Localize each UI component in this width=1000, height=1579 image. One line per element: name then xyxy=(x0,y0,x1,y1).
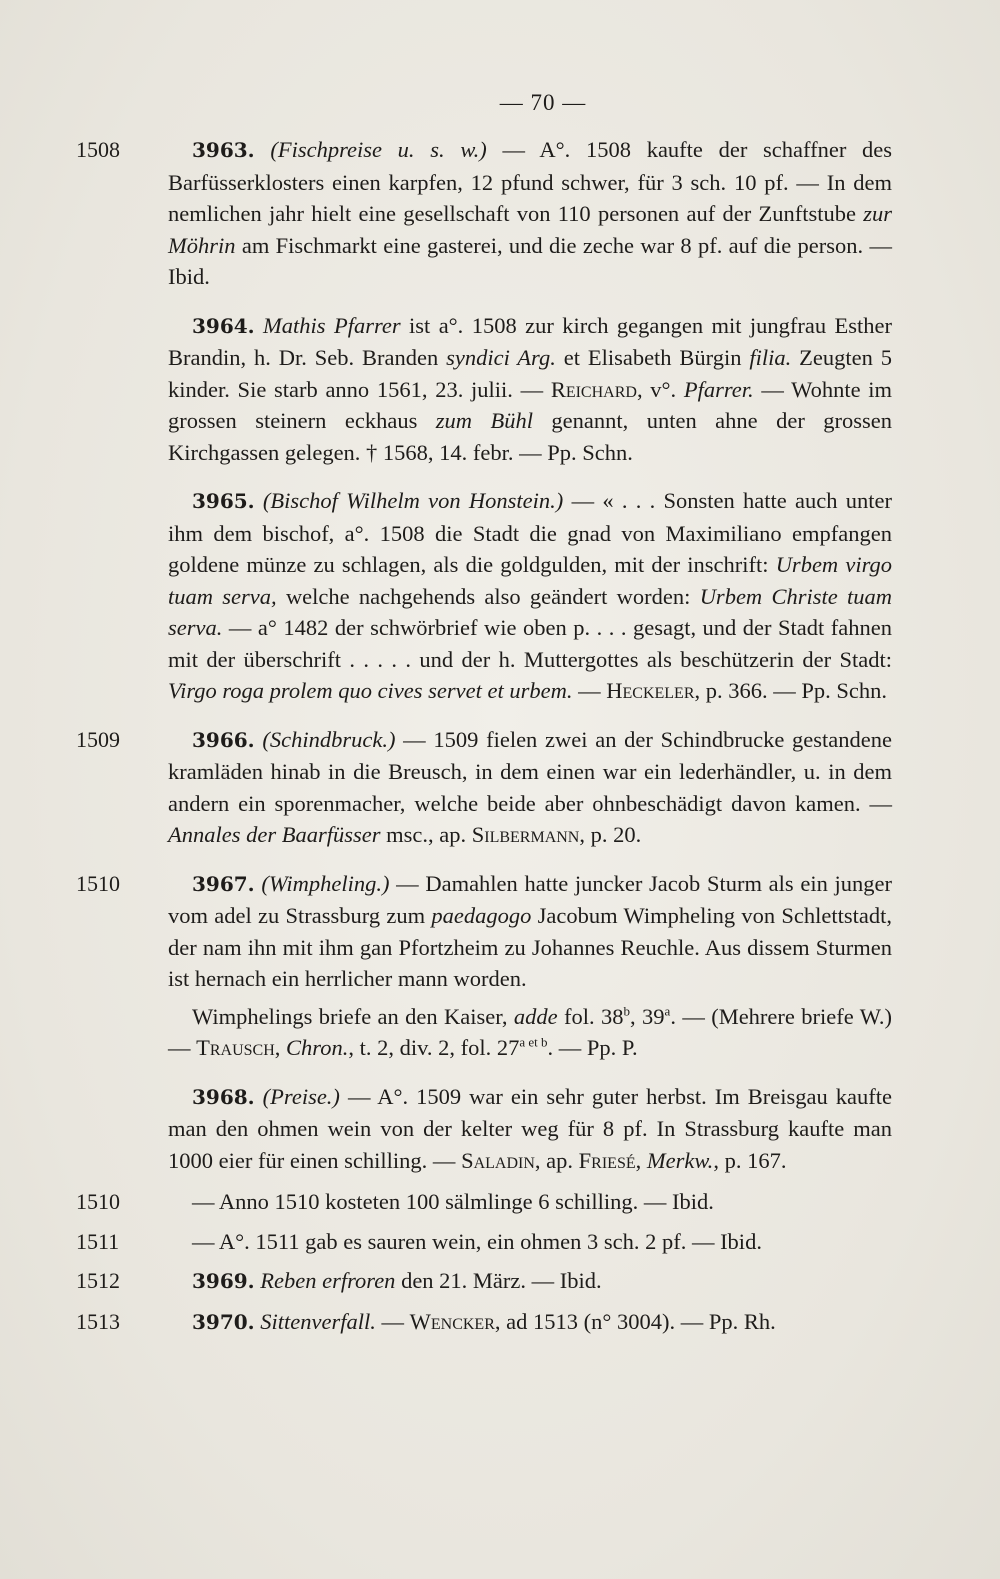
entry-number: 3967. xyxy=(192,871,255,896)
entry-number: 3965. xyxy=(192,489,255,513)
margin-year: 1510 xyxy=(76,870,120,896)
margin-year: 1511 xyxy=(76,1228,120,1254)
entry-3964 xyxy=(168,310,892,469)
entry-number: 3966. xyxy=(192,727,255,752)
entry-3968 xyxy=(168,1081,892,1177)
entry-3966 xyxy=(76,724,893,851)
entry-italic: Chron. xyxy=(286,1035,349,1060)
entry-text: , v°. xyxy=(636,376,684,402)
entry-3969 xyxy=(76,1265,892,1298)
entry-text: , xyxy=(274,1035,287,1060)
entry-text: welche nachgehends also geändert worden: xyxy=(276,583,700,609)
entry-italic: paedagogo xyxy=(431,903,532,928)
entry-text: , p. 20. xyxy=(579,822,642,847)
entry-paragraph xyxy=(168,1265,892,1298)
entry-3970 xyxy=(76,1306,892,1339)
author-name: Saladin xyxy=(461,1147,535,1173)
entry-text: am Fischmarkt eine gasterei, und die zeche war 8 pf. auf die person. — Ibid. xyxy=(168,232,892,289)
entry-italic: Sittenverfall. xyxy=(260,1308,376,1334)
folio-superscript: b xyxy=(623,1003,631,1018)
entry-text: , p. 167. xyxy=(713,1147,787,1173)
margin-year: 1508 xyxy=(76,137,120,162)
folio-superscript: a xyxy=(664,1003,671,1018)
entry-text: Jacobum Wimpheling von Schlettstadt, der nam ihn mit ihm gan Pfortzheim zu Johannes Reuchle. Aus dissem Sturmen ist hernach ein herrlicher mann worden. xyxy=(168,903,893,991)
entry-text: — xyxy=(572,678,607,703)
entry-italic: Annales der Baarfüsser xyxy=(168,822,381,847)
entry-number: 3963. xyxy=(192,138,255,162)
entry-heading: (Preise.) xyxy=(262,1083,340,1109)
entry-note-1510 xyxy=(76,1186,892,1218)
entry-number: 3969. xyxy=(192,1269,255,1293)
margin-year: 1510 xyxy=(76,1189,120,1214)
entry-italic: zum Bühl xyxy=(435,408,533,433)
entry-text: — xyxy=(375,1308,410,1334)
entry-paragraph xyxy=(168,724,892,851)
entry-paragraph: — A°. 1511 gab es sauren wein, ein ohmen 3 sch. 2 pf. — Ibid. xyxy=(192,1228,762,1254)
entry-italic: zur Möhrin xyxy=(168,201,892,258)
entry-italic: Pfarrer. xyxy=(683,376,754,402)
author-name: Heckeler xyxy=(606,678,695,703)
margin-year: 1512 xyxy=(76,1268,120,1293)
entry-number: 3968. xyxy=(192,1084,255,1109)
entry-text: — « . . . Sonsten hatte auch unter ihm dem bischof, a°. 1508 die Stadt die gnad von Maximiliano empfangen goldene münze zu schlagen, als die goldgulden, mit der inschrift: xyxy=(168,488,893,577)
entry-paragraph xyxy=(168,310,892,469)
margin-year: 1513 xyxy=(76,1308,120,1334)
page-text xyxy=(76,134,893,1346)
entry-text: — Damahlen hatte juncker Jacob Sturm als ein junger vom adel zu Strassburg zum xyxy=(168,870,893,928)
entry-3963 xyxy=(76,134,893,293)
entry-text: , 39 xyxy=(630,1003,665,1029)
entry-italic: Reben erfroren xyxy=(260,1268,396,1293)
entry-heading: (Fischpreise u. s. w.) xyxy=(270,137,487,162)
entry-paragraph xyxy=(168,134,892,293)
folio-superscript: a et b xyxy=(519,1034,548,1050)
author-name: Wencker xyxy=(409,1308,495,1334)
entry-italic: Urbem virgo tuam serva, xyxy=(168,552,892,609)
entry-text: den 21. März. — Ibid. xyxy=(395,1268,602,1293)
entry-text: , p. 366. — Pp. Schn. xyxy=(694,678,888,703)
author-name: Trausch xyxy=(196,1035,275,1060)
author-name: Friesé xyxy=(578,1147,636,1173)
entry-text: , xyxy=(635,1147,647,1173)
entry-text: genannt, unten ahne der grossen Kirchgassen gelegen. † 1568, 14. febr. — Pp. Schn. xyxy=(168,408,893,465)
entry-number: 3970. xyxy=(192,1309,255,1334)
entry-heading: (Wimpheling.) xyxy=(261,870,390,896)
page-number: — 70 — xyxy=(499,90,587,115)
entry-italic: Urbem Christe tuam serva. xyxy=(168,583,892,640)
entry-heading: (Schindbruck.) xyxy=(262,726,396,752)
entry-text: — Wohnte im grossen steinern eckhaus xyxy=(168,376,893,433)
entry-text: — a° 1482 der schwörbrief wie oben p. . . . gesagt, und der Stadt fahnen mit der überschrift . . . . . und der h. Muttergottes als beschützerin der Stadt: xyxy=(168,615,892,672)
margin-year: 1509 xyxy=(76,726,120,752)
author-name: Reichard xyxy=(550,376,637,402)
entry-paragraph xyxy=(168,1306,892,1339)
entry-italic: adde xyxy=(513,1003,558,1029)
entry-paragraph xyxy=(168,868,892,995)
entry-italic: Merkw. xyxy=(646,1147,714,1173)
entry-text: — A°. 1508 kaufte der schaffner des Barfüsserklosters einen karpfen, 12 pfund schwer, für 3 sch. 10 pf. — In dem nemlichen jahr hielt eine gesellschaft von 110 personen auf der Zunftstube xyxy=(168,137,893,226)
entry-number: 3964. xyxy=(192,313,255,338)
entry-text: — A°. 1509 war ein sehr guter herbst. Im Breisgau kaufte man den ohmen wein von der kelter weg für 8 pf. In Strassburg kaufte man 1000 eier für einen schilling. — xyxy=(168,1083,893,1173)
entry-text: — 1509 fielen zwei an der Schindbrucke gestandene kramläden hinab in die Breusch, in dem einen war ein lederhändler, u. in dem andern ein sporenmacher, welche beide aber ohnbeschädigt davon kamen. — xyxy=(168,726,893,816)
entry-heading: Mathis Pfarrer xyxy=(263,312,401,338)
entry-note-1511 xyxy=(76,1226,892,1258)
entry-paragraph xyxy=(168,1001,892,1064)
entry-text: ist a°. 1508 zur kirch gegangen mit jungfrau Esther Brandin, h. Dr. Seb. Branden xyxy=(168,312,893,370)
entry-text: , ap. xyxy=(534,1147,579,1173)
entry-heading: (Bischof Wilhelm von Honstein.) xyxy=(262,488,564,513)
entry-paragraph xyxy=(168,485,892,707)
entry-text: et Elisabeth Bürgin xyxy=(555,345,750,370)
entry-italic: filia. xyxy=(749,345,792,370)
entry-text: , t. 2, div. 2, fol. 27 xyxy=(348,1035,520,1060)
entry-paragraph xyxy=(168,1081,892,1177)
entry-italic: Virgo roga prolem quo cives servet et urbem. xyxy=(168,678,573,703)
entry-text: msc., ap. xyxy=(380,822,472,847)
entry-text: fol. 38 xyxy=(557,1003,624,1029)
entry-text: . — Pp. P. xyxy=(547,1035,638,1060)
entry-3965 xyxy=(168,485,892,707)
entry-italic: syndici Arg. xyxy=(446,345,556,370)
entry-text: Zeugten 5 kinder. Sie starb anno 1561, 23. julii. — xyxy=(168,345,893,402)
entry-text: , ad 1513 (n° 3004). — Pp. Rh. xyxy=(494,1308,776,1334)
entry-text: . — (Mehrere briefe W.) — xyxy=(168,1003,892,1060)
entry-text: Wimphelings briefe an den Kaiser, xyxy=(192,1003,514,1029)
entry-paragraph: — Anno 1510 kosteten 100 sälmlinge 6 schilling. — Ibid. xyxy=(192,1189,714,1214)
author-name: Silbermann xyxy=(471,822,580,847)
entry-3967 xyxy=(76,868,893,1064)
